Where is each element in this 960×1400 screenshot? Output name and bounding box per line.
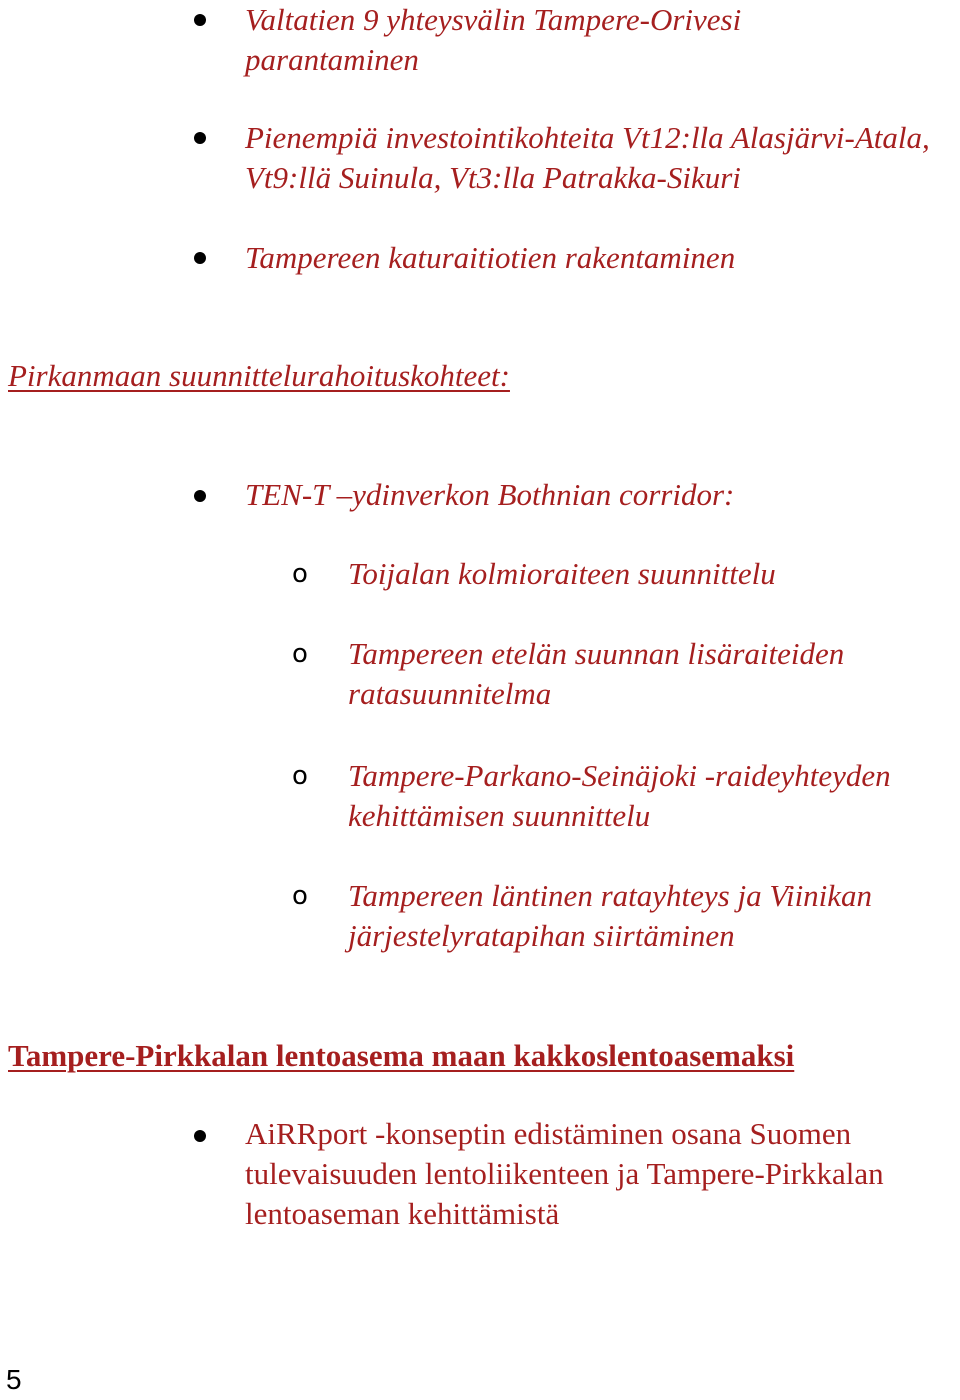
list-item: AiRRport -konseptin edistäminen osana Suomen tulevaisuuden lentoliikenteen ja Tampere-Pirkkalan lentoaseman kehittämistä (245, 1116, 884, 1231)
bullet-icon (194, 1130, 206, 1142)
circle-bullet-icon: o (292, 639, 308, 669)
sub-list-item: Toijalan kolmioraiteen suunnittelu (348, 556, 776, 591)
section-heading: Pirkanmaan suunnittelurahoituskohteet: (8, 358, 510, 393)
page-number: 5 (6, 1364, 22, 1395)
bullet-icon (194, 132, 206, 144)
sub-list-item: Tampereen läntinen ratayhteys ja Viinikan järjestelyratapihan siirtäminen (348, 878, 873, 953)
circle-bullet-icon: o (292, 559, 308, 589)
list-item: Pienempiä investointikohteita Vt12:lla Alasjärvi-Atala, Vt9:llä Suinula, Vt3:lla Patrakka-Sikuri (245, 120, 930, 195)
list-item: TEN-T –ydinverkon Bothnian corridor: (245, 477, 735, 512)
bullet-icon (194, 14, 206, 26)
circle-bullet-icon: o (292, 761, 308, 791)
list-item: Valtatien 9 yhteysvälin Tampere-Orivesi parantaminen (245, 2, 742, 77)
bullet-icon (194, 252, 206, 264)
circle-bullet-icon: o (292, 881, 308, 911)
sub-list-item: Tampere-Parkano-Seinäjoki -raideyhteyden kehittämisen suunnittelu (348, 758, 891, 833)
section-heading: Tampere-Pirkkalan lentoasema maan kakkoslentoasemaksi (8, 1038, 795, 1073)
list-item: Tampereen katuraitiotien rakentaminen (245, 240, 736, 275)
bullet-icon (194, 490, 206, 502)
sub-list-item: Tampereen etelän suunnan lisäraiteiden ratasuunnitelma (348, 636, 845, 711)
